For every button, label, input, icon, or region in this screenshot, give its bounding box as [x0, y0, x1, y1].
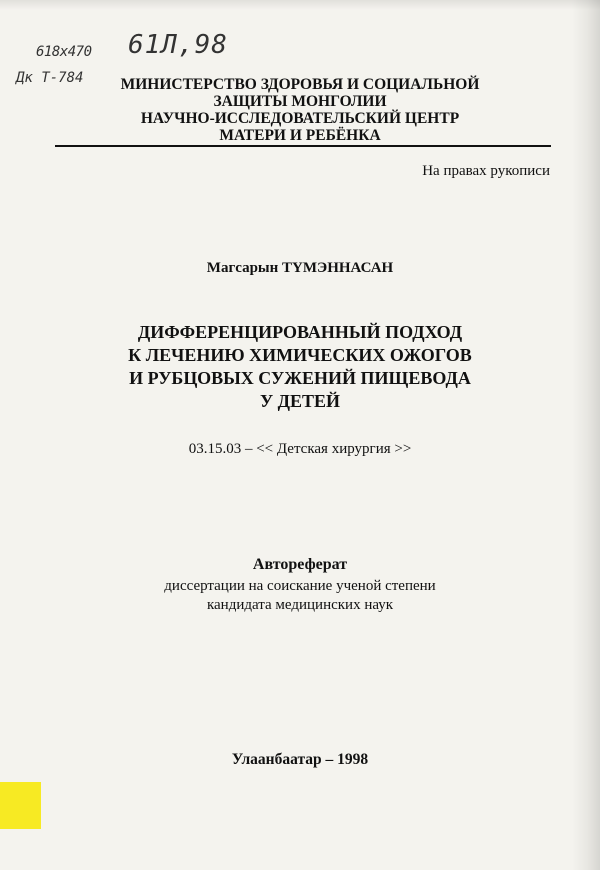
ministry-line: МАТЕРИ И РЕБЁНКА: [219, 127, 381, 144]
author-name: Магсарын ТҮМЭННАСАН: [206, 260, 394, 276]
yellow-tab-marker: [0, 782, 41, 829]
scan-shadow-right: [572, 0, 600, 870]
abstract-description: [0, 577, 600, 615]
ministry-line: МИНИСТЕРСТВО ЗДОРОВЬЯ И СОЦИАЛЬНОЙ: [120, 76, 480, 93]
manuscript-note: На правах рукописи: [422, 163, 550, 179]
abstract-heading: Автореферат: [252, 556, 348, 573]
place-year: Улаанбаатар – 1998: [231, 751, 369, 768]
abstract-line: кандидата медицинских наук: [206, 597, 394, 613]
title-line: ДИФФЕРЕНЦИРОВАННЫЙ ПОДХОД: [137, 322, 463, 342]
ministry-line: ЗАЩИТЫ МОНГОЛИИ: [213, 93, 387, 110]
title-line: К ЛЕЧЕНИЮ ХИМИЧЕСКИХ ОЖОГОВ: [128, 345, 472, 365]
handwritten-code: 61Л,98: [128, 30, 228, 60]
title-line: И РУБЦОВЫХ СУЖЕНИЙ ПИЩЕВОДА: [129, 368, 471, 388]
scan-shadow-top: [0, 0, 600, 10]
ministry-header: [60, 76, 540, 144]
abstract-line: диссертации на соискание ученой степени: [164, 578, 436, 594]
header-rule: [55, 145, 551, 147]
document-title: [60, 321, 540, 413]
handwritten-code: 618x470: [36, 44, 92, 60]
title-line: У ДЕТЕЙ: [259, 391, 341, 411]
handwritten-code: Дк Т-784: [16, 70, 84, 86]
specialty-code: 03.15.03 – << Детская хирургия >>: [188, 441, 412, 457]
ministry-line: НАУЧНО-ИССЛЕДОВАТЕЛЬСКИЙ ЦЕНТР: [140, 110, 460, 127]
